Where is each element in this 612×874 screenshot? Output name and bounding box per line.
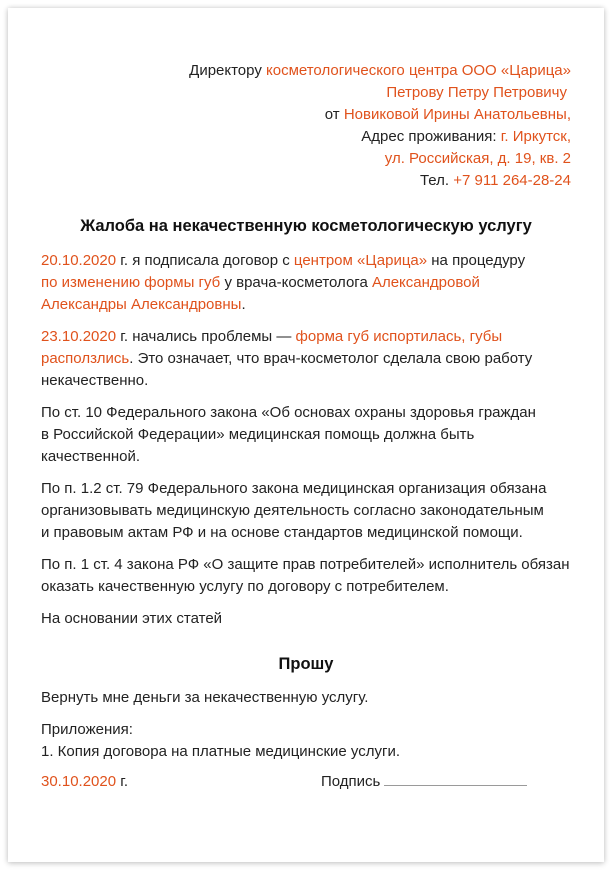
- footer-date-suffix: г.: [116, 773, 129, 790]
- p1-doctor-surname: Александровой: [371, 274, 480, 291]
- header-line-from: [325, 104, 571, 126]
- footer-date: 30.10.2020: [41, 773, 117, 790]
- footer-date-line: [41, 771, 128, 793]
- header-from-label: от: [324, 106, 344, 123]
- p4-line-1: По п. 1.2 ст. 79 Федерального закона медицинская организация обязана: [41, 480, 547, 497]
- p2-text: . Это означает, что врач-косметолог сделала свою работу: [129, 350, 533, 367]
- attachments-label: Приложения:: [41, 721, 133, 738]
- signature-line: [384, 773, 527, 786]
- header-address-city: г. Иркутск,: [500, 128, 571, 145]
- p1-text: .: [241, 296, 246, 313]
- request-text: Вернуть мне деньги за некачественную услугу.: [41, 689, 369, 706]
- p2-line-3: некачественно.: [41, 372, 149, 389]
- document-page: [8, 8, 604, 862]
- p2-problem: форма губ испортилась, губы: [295, 328, 503, 345]
- header-phone-label: Тел.: [419, 172, 454, 189]
- p1-line-2: [41, 272, 480, 294]
- header-organization: косметологического центра ООО «Царица»: [266, 62, 571, 79]
- p3-line-3: качественной.: [41, 448, 141, 465]
- p5-line-2: оказать качественную услугу по договору с потребителем.: [41, 578, 449, 595]
- attachment-item: 1. Копия договора на платные медицинские услуги.: [41, 743, 401, 760]
- p2-text: г. начались проблемы —: [116, 328, 296, 345]
- p2-line-2: [41, 348, 532, 370]
- p5-line-1: По п. 1 ст. 4 закона РФ «О защите прав потребителей» исполнитель обязан: [41, 556, 570, 573]
- p4-line-3: и правовым актам РФ и на основе стандартов медицинской помощи.: [41, 524, 523, 541]
- p2-problem-cont: расползлись: [41, 350, 130, 367]
- request-title: Прошу: [278, 655, 334, 673]
- p1-doctor-name: Александры Александровны: [41, 296, 242, 313]
- header-phone-number: +7 911 264-28-24: [453, 172, 571, 189]
- header-line-phone: [420, 170, 571, 192]
- header-director-label: Директору: [189, 62, 266, 79]
- signature-label: Подпись: [321, 773, 381, 790]
- p4-line-2: организовывать медицинскую деятельность согласно законодательным: [41, 502, 544, 519]
- p3-line-1: По ст. 10 Федерального закона «Об основах охраны здоровья граждан: [41, 404, 536, 421]
- p1-line-3: [41, 294, 246, 316]
- p3-line-2: в Российской Федерации» медицинская помощь должна быть: [41, 426, 475, 443]
- header-line-director: [189, 60, 571, 82]
- p1-text: на процедуру: [427, 252, 526, 269]
- p2-line-1: [41, 326, 502, 348]
- header-director-name: Петрову Петру Петровичу: [386, 84, 567, 101]
- p1-procedure: по изменению формы губ: [41, 274, 221, 291]
- header-address-label: Адрес проживания:: [361, 128, 501, 145]
- p1-date: 20.10.2020: [41, 252, 117, 269]
- header-address-street: ул. Российская, д. 19, кв. 2: [384, 150, 571, 167]
- p1-text: у врача-косметолога: [220, 274, 372, 291]
- basis-text: На основании этих статей: [41, 610, 223, 627]
- p2-date: 23.10.2020: [41, 328, 117, 345]
- p1-line-1: [41, 250, 525, 272]
- p1-text: г. я подписала договор с: [116, 252, 294, 269]
- header-sender-name: Новиковой Ирины Анатольевны,: [343, 106, 571, 123]
- document-title: Жалоба на некачественную косметологическую услугу: [80, 217, 532, 235]
- signature-block: [321, 771, 527, 793]
- header-line-address: [361, 126, 571, 148]
- p1-center: центром «Царица»: [293, 252, 428, 269]
